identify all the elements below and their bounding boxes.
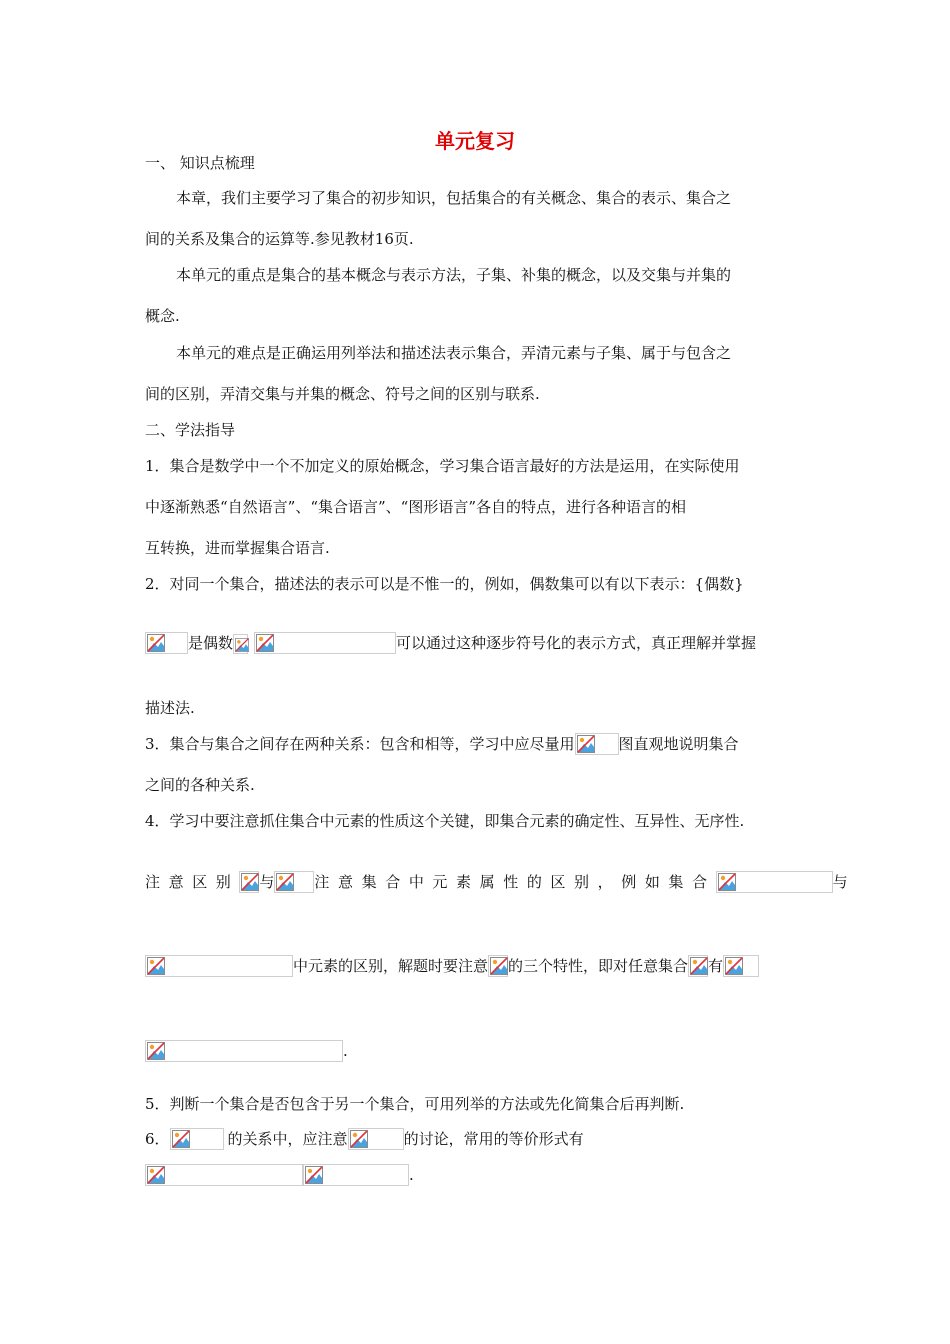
item-2-line-1: 2．对同一个集合，描述法的表示可以是不惟一的，例如，偶数集可以有以下表示：{偶数} [145,575,744,593]
item-4-text-a: 注意区别 [145,873,240,891]
item-6-line-2 [145,1164,414,1186]
formula-image [145,632,188,654]
item-3-text-a: 3．集合与集合之间存在两种关系：包含和相等，学习中应尽量用 [145,735,575,753]
paragraph-2-line-2: 概念. [145,307,180,325]
formula-image [239,871,259,893]
venn-formula-image [575,733,619,755]
item-4-text-d: 与 [832,873,848,891]
item-6-line-1 [145,1128,584,1150]
item-4-text-e: 中元素的区别，解题时要注意 [293,957,489,975]
formula-image [233,634,248,654]
item-1-line-2: 中逐渐熟悉“自然语言”、“集合语言”、“图形语言”各自的特点，进行各种语言的相 [145,498,687,516]
item-4-text-c: 注意集合中元素属性的区别，例如集合 [314,873,716,891]
paragraph-1-line-2: 间的关系及集合的运算等.参见教材16页. [145,230,414,248]
formula-image [145,955,293,977]
formula-image [488,955,508,977]
formula-image [348,1128,404,1150]
item-3-line-1 [145,733,739,755]
formula-image [145,1040,343,1062]
item-4-text-g: 有 [708,957,724,975]
section-heading-1: 一、 知识点梳理 [145,154,255,172]
item-1-line-3: 互转换，进而掌握集合语言. [145,539,330,557]
paragraph-2-line-1: 本单元的重点是集合的基本概念与表示方法，子集、补集的概念，以及交集与并集的 [176,266,732,284]
formula-image [170,1128,224,1150]
item-2-text-b: 可以通过这种逐步符号化的表示方式，真正理解并掌握 [396,634,757,652]
formula-image [303,1164,409,1186]
page-title: 单元复习 [435,129,515,153]
section-heading-2: 二、学法指导 [145,421,236,439]
item-6-text-d: . [409,1166,414,1184]
paragraph-3-line-1: 本单元的难点是正确运用列举法和描述法表示集合，弄清元素与子集、属于与包含之 [176,344,732,362]
formula-image [274,871,314,893]
item-4-line-1: 4．学习中要注意抓住集合中元素的性质这个关键，即集合元素的确定性、互异性、无序性. [145,812,745,830]
item-5-line-1: 5．判断一个集合是否包含于另一个集合，可用列举的方法或先化简集合后再判断. [145,1095,685,1113]
item-2-line-2 [145,632,756,654]
item-3-text-b: 图直观地说明集合 [618,735,739,753]
formula-image [723,955,759,977]
item-1-line-1: 1．集合是数学中一个不加定义的原始概念，学习集合语言最好的方法是运用，在实际使用 [145,457,740,475]
item-4-line-2 [145,871,848,893]
formula-image [716,871,833,893]
item-4-text-b: 与 [259,873,275,891]
paragraph-3-line-2: 间的区别，弄清交集与并集的概念、符号之间的区别与联系. [145,385,540,403]
formula-image [145,1164,303,1186]
item-6-text-a: 6． [145,1130,170,1148]
item-4-text-h: . [343,1042,348,1060]
item-4-line-4 [145,1040,348,1062]
item-6-text-c: 的讨论，常用的等价形式有 [403,1130,584,1148]
formula-image [688,955,708,977]
item-4-text-f: 的三个特性，即对任意集合 [508,957,689,975]
item-2-line-3: 描述法. [145,699,195,717]
item-3-line-2: 之间的各种关系. [145,776,255,794]
formula-image [254,632,396,654]
item-6-text-b: 的关系中，应注意 [227,1130,348,1148]
item-2-text-a: 是偶数 [188,634,234,652]
paragraph-1-line-1: 本章，我们主要学习了集合的初步知识，包括集合的有关概念、集合的表示、集合之 [176,189,732,207]
item-4-line-3 [145,955,759,977]
